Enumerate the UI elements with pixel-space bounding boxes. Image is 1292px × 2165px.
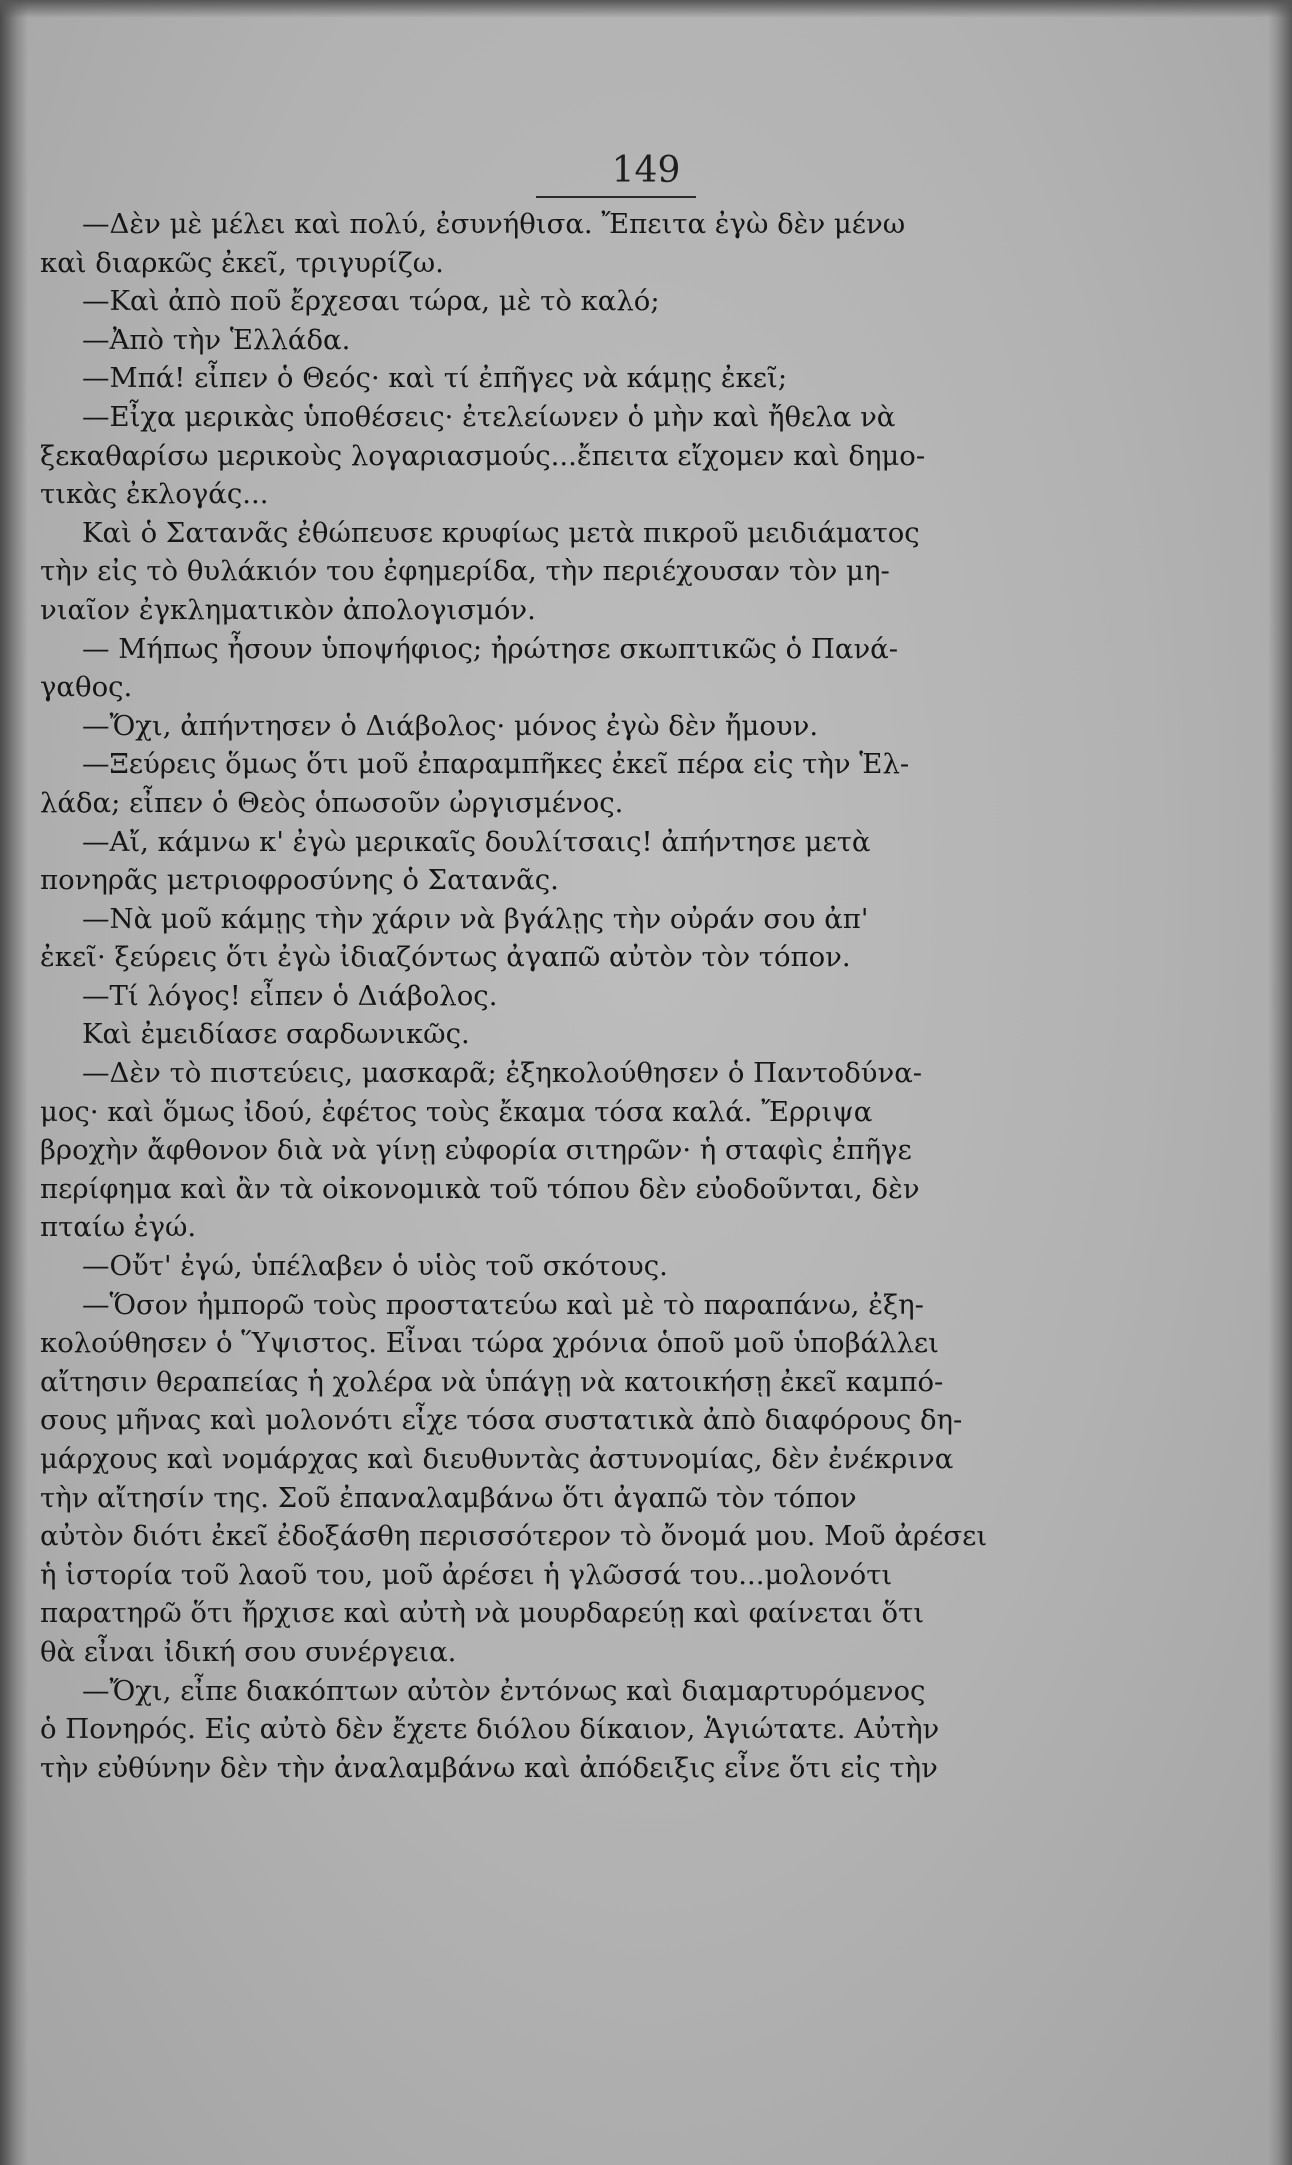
text-line: ὁ Πονηρός. Εἰς αὐτὸ δὲν ἔχετε διόλου δίκαιον, Ἁγιώτατε. Αὐτὴν bbox=[40, 1713, 940, 1746]
text-line: βροχὴν ἄφθονον διὰ νὰ γίνῃ εὐφορία σιτηρῶν· ἡ σταφὶς ἐπῆγε bbox=[40, 1134, 912, 1167]
page-number: 149 bbox=[611, 150, 681, 191]
text-line: πταίω ἐγώ. bbox=[40, 1211, 197, 1244]
text-line: —Μπά! εἶπεν ὁ Θεός· καὶ τί ἐπῆγες νὰ κάμῃς ἐκεῖ; bbox=[82, 362, 788, 395]
page-edge-shadow-top bbox=[0, 0, 1292, 18]
text-line: σους μῆνας καὶ μολονότι εἶχε τόσα συστατικὰ ἀπὸ διαφόρους δη- bbox=[40, 1404, 963, 1437]
text-line: —Ξεύρεις ὅμως ὅτι μοῦ ἐπαραμπῆκες ἐκεῖ πέρα εἰς τὴν Ἑλ- bbox=[82, 748, 910, 781]
text-line: κολούθησεν ὁ Ὕψιστος. Εἶναι τώρα χρόνια ὁποῦ μοῦ ὑποβάλλει bbox=[40, 1327, 939, 1360]
text-line: καὶ διαρκῶς ἐκεῖ, τριγυρίζω. bbox=[40, 246, 444, 279]
text-line: —Καὶ ἀπὸ ποῦ ἔρχεσαι τώρα, μὲ τὸ καλό; bbox=[82, 285, 660, 318]
text-line: Καὶ ἐμειδίασε σαρδωνικῶς. bbox=[82, 1018, 470, 1051]
text-line: ἡ ἱστορία τοῦ λαοῦ του, μοῦ ἀρέσει ἡ γλῶσσά του...μολονότι bbox=[40, 1558, 893, 1591]
page-number-rule bbox=[536, 196, 696, 198]
text-line: αὐτὸν διότι ἐκεῖ ἐδοξάσθη περισσότερον τὸ ὄνομά μου. Μοῦ ἀρέσει bbox=[40, 1520, 988, 1553]
text-line: —Νὰ μοῦ κάμῃς τὴν χάριν νὰ βγάλῃς τὴν οὐράν σου ἀπ' bbox=[82, 902, 869, 935]
text-line: τικὰς ἐκλογάς... bbox=[40, 478, 269, 511]
page-edge-shadow-right bbox=[1268, 0, 1292, 2165]
text-line: —Αἴ, κάμνω κ' ἐγὼ μερικαῖς δουλίτσαις! ἀπήντησε μετὰ bbox=[82, 825, 871, 858]
text-line: —Ἀπὸ τὴν Ἑλλάδα. bbox=[82, 323, 351, 356]
text-line: μος· καὶ ὅμως ἰδού, ἐφέτος τοὺς ἔκαμα τόσα καλά. Ἔρριψα bbox=[40, 1095, 873, 1128]
text-line: —Δὲν μὲ μέλει καὶ πολύ, ἐσυνήθισα. Ἔπειτα ἐγὼ δὲν μένω bbox=[82, 208, 906, 240]
text-line: τὴν εἰς τὸ θυλάκιόν του ἐφημερίδα, τὴν περιέχουσαν τὸν μη- bbox=[40, 555, 890, 588]
text-line: ξεκαθαρίσω μερικοὺς λογαριασμούς...ἔπειτα εἴχομεν καὶ δημο- bbox=[40, 439, 926, 472]
text-line: θὰ εἶναι ἰδική σου συνέργεια. bbox=[40, 1635, 457, 1668]
text-line: αἴτησιν θεραπείας ἡ χολέρα νὰ ὑπάγῃ νὰ κατοικήσῃ ἐκεῖ καμπό- bbox=[40, 1365, 944, 1398]
text-line: γαθος. bbox=[40, 671, 133, 704]
body-text bbox=[40, 205, 1120, 1787]
text-line: —Τί λόγος! εἶπεν ὁ Διάβολος. bbox=[82, 979, 498, 1012]
text-line: τὴν εὐθύνην δὲν τὴν ἀναλαμβάνω καὶ ἀπόδειξις εἶνε ὅτι εἰς τὴν bbox=[40, 1751, 938, 1784]
text-line: —Ὅσον ἠμπορῶ τοὺς προστατεύω καὶ μὲ τὸ παραπάνω, ἐξη- bbox=[82, 1288, 924, 1321]
text-line: περίφημα καὶ ἂν τὰ οἰκονομικὰ τοῦ τόπου δὲν εὐοδοῦνται, δὲν bbox=[40, 1172, 920, 1205]
text-line: Καὶ ὁ Σατανᾶς ἐθώπευσε κρυφίως μετὰ πικροῦ μειδιάματος bbox=[82, 516, 920, 549]
text-line: —Εἶχα μερικὰς ὑποθέσεις· ἐτελείωνεν ὁ μὴν καὶ ἤθελα νὰ bbox=[82, 400, 896, 433]
text-line: νιαῖον ἐγκληματικὸν ἀπολογισμόν. bbox=[40, 593, 536, 626]
text-line: τὴν αἴτησίν της. Σοῦ ἐπαναλαμβάνω ὅτι ἀγαπῶ τὸν τόπον bbox=[40, 1481, 857, 1514]
text-line: —Δὲν τὸ πιστεύεις, μασκαρᾶ; ἐξηκολούθησεν ὁ Παντοδύνα- bbox=[82, 1057, 923, 1090]
text-line: πονηρᾶς μετριοφροσύνης ὁ Σατανᾶς. bbox=[40, 864, 559, 897]
text-line: —Ὄχι, ἀπήντησεν ὁ Διάβολος· μόνος ἐγὼ δὲν ἤμουν. bbox=[82, 709, 819, 742]
text-line: —Οὔτ' ἐγώ, ὑπέλαβεν ὁ υἱὸς τοῦ σκότους. bbox=[82, 1250, 668, 1283]
text-line: — Μήπως ἦσουν ὑποψήφιος; ἠρώτησε σκωπτικῶς ὁ Πανά- bbox=[82, 632, 899, 665]
text-line: ἐκεῖ· ξεύρεις ὅτι ἐγὼ ἰδιαζόντως ἀγαπῶ αὐτὸν τὸν τόπον. bbox=[40, 941, 851, 974]
text-line: λάδα; εἶπεν ὁ Θεὸς ὁπωσοῦν ὠργισμένος. bbox=[40, 786, 624, 819]
text-line: —Ὄχι, εἶπε διακόπτων αὐτὸν ἐντόνως καὶ διαμαρτυρόμενος bbox=[82, 1674, 926, 1707]
text-line: μάρχους καὶ νομάρχας καὶ διευθυντὰς ἀστυνομίας, δὲν ἐνέκρινα bbox=[40, 1443, 954, 1475]
text-line: παρατηρῶ ὅτι ἤρχισε καὶ αὐτὴ νὰ μουρδαρεύῃ καὶ φαίνεται ὅτι bbox=[40, 1597, 925, 1630]
page-edge-shadow-left bbox=[0, 0, 28, 2165]
